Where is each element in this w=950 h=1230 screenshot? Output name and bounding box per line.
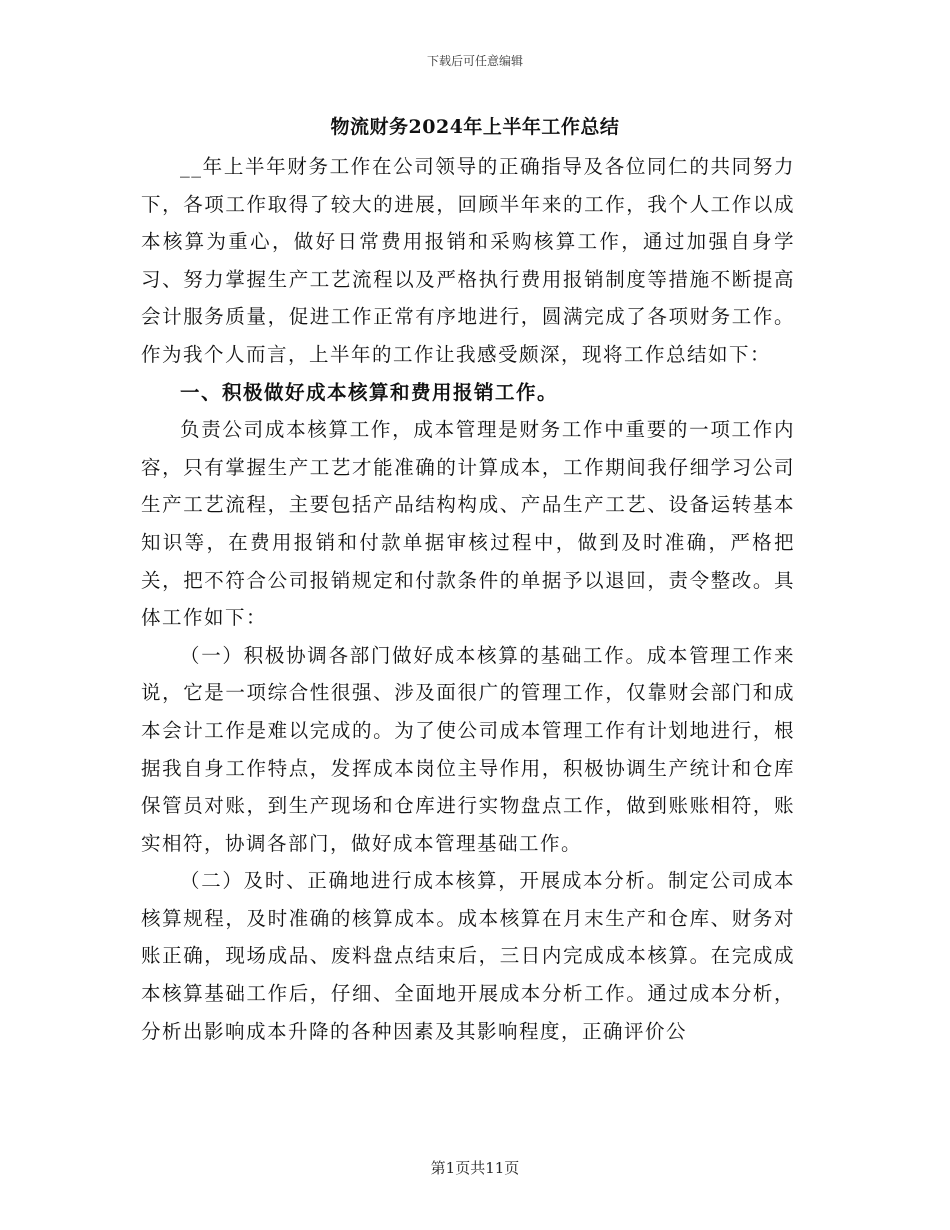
page-number: 第1页共11页 [430, 1159, 520, 1177]
intro-paragraph: __年上半年财务工作在公司领导的正确指导及各位同仁的共同努力下，各项工作取得了较大的进展，回顾半年来的工作，我个人工作以成本核算为重心，做好日常费用报销和采购核算工作，通过加强自身学习、努力掌握生产工艺流程以及严格执行费用报销制度等措施不断提高会计服务质量，促进工作正常有序地进行，圆满完成了各项财务工作。作为我个人而言，上半年的工作让我感受颇深，现将工作总结如下： [141, 155, 795, 366]
section-heading: 一、积极做好成本核算和费用报销工作。 [180, 380, 559, 404]
body-paragraph: （一）积极协调各部门做好成本核算的基础工作。成本管理工作来说，它是一项综合性很强、涉及面很广的管理工作，仅靠财会部门和成本会计工作是难以完成的。为了使公司成本管理工作有计划地进行，根据我自身工作特点，发挥成本岗位主导作用，积极协调生产统计和仓库保管员对账，到生产现场和仓库进行实物盘点工作，做到账账相符，账实相符，协调各部门，做好成本管理基础工作。 [141, 643, 795, 855]
document-body [141, 148, 795, 1050]
body-paragraph: 负责公司成本核算工作，成本管理是财务工作中重要的一项工作内容，只有掌握生产工艺才能准确的计算成本，工作期间我仔细学习公司生产工艺流程，主要包括产品结构构成、产品生产工艺、设备运转基本知识等，在费用报销和付款单据审核过程中，做到及时准确，严格把关，把不符合公司报销规定和付款条件的单据予以退回，责令整改。具体工作如下： [141, 418, 795, 630]
page-header-note: 下载后可任意编辑 [426, 54, 523, 68]
body-paragraph: （二）及时、正确地进行成本核算，开展成本分析。制定公司成本核算规程，及时准确的核算成本。成本核算在月末生产和仓库、财务对账正确，现场成品、废料盘点结束后，三日内完成成本核算。在完成成本核算基础工作后，仔细、全面地开展成本分析工作。通过成本分析，分析出影响成本升降的各种因素及其影响程度，正确评价公 [141, 869, 795, 1043]
document-title: 物流财务2024年上半年工作总结 [330, 116, 620, 138]
